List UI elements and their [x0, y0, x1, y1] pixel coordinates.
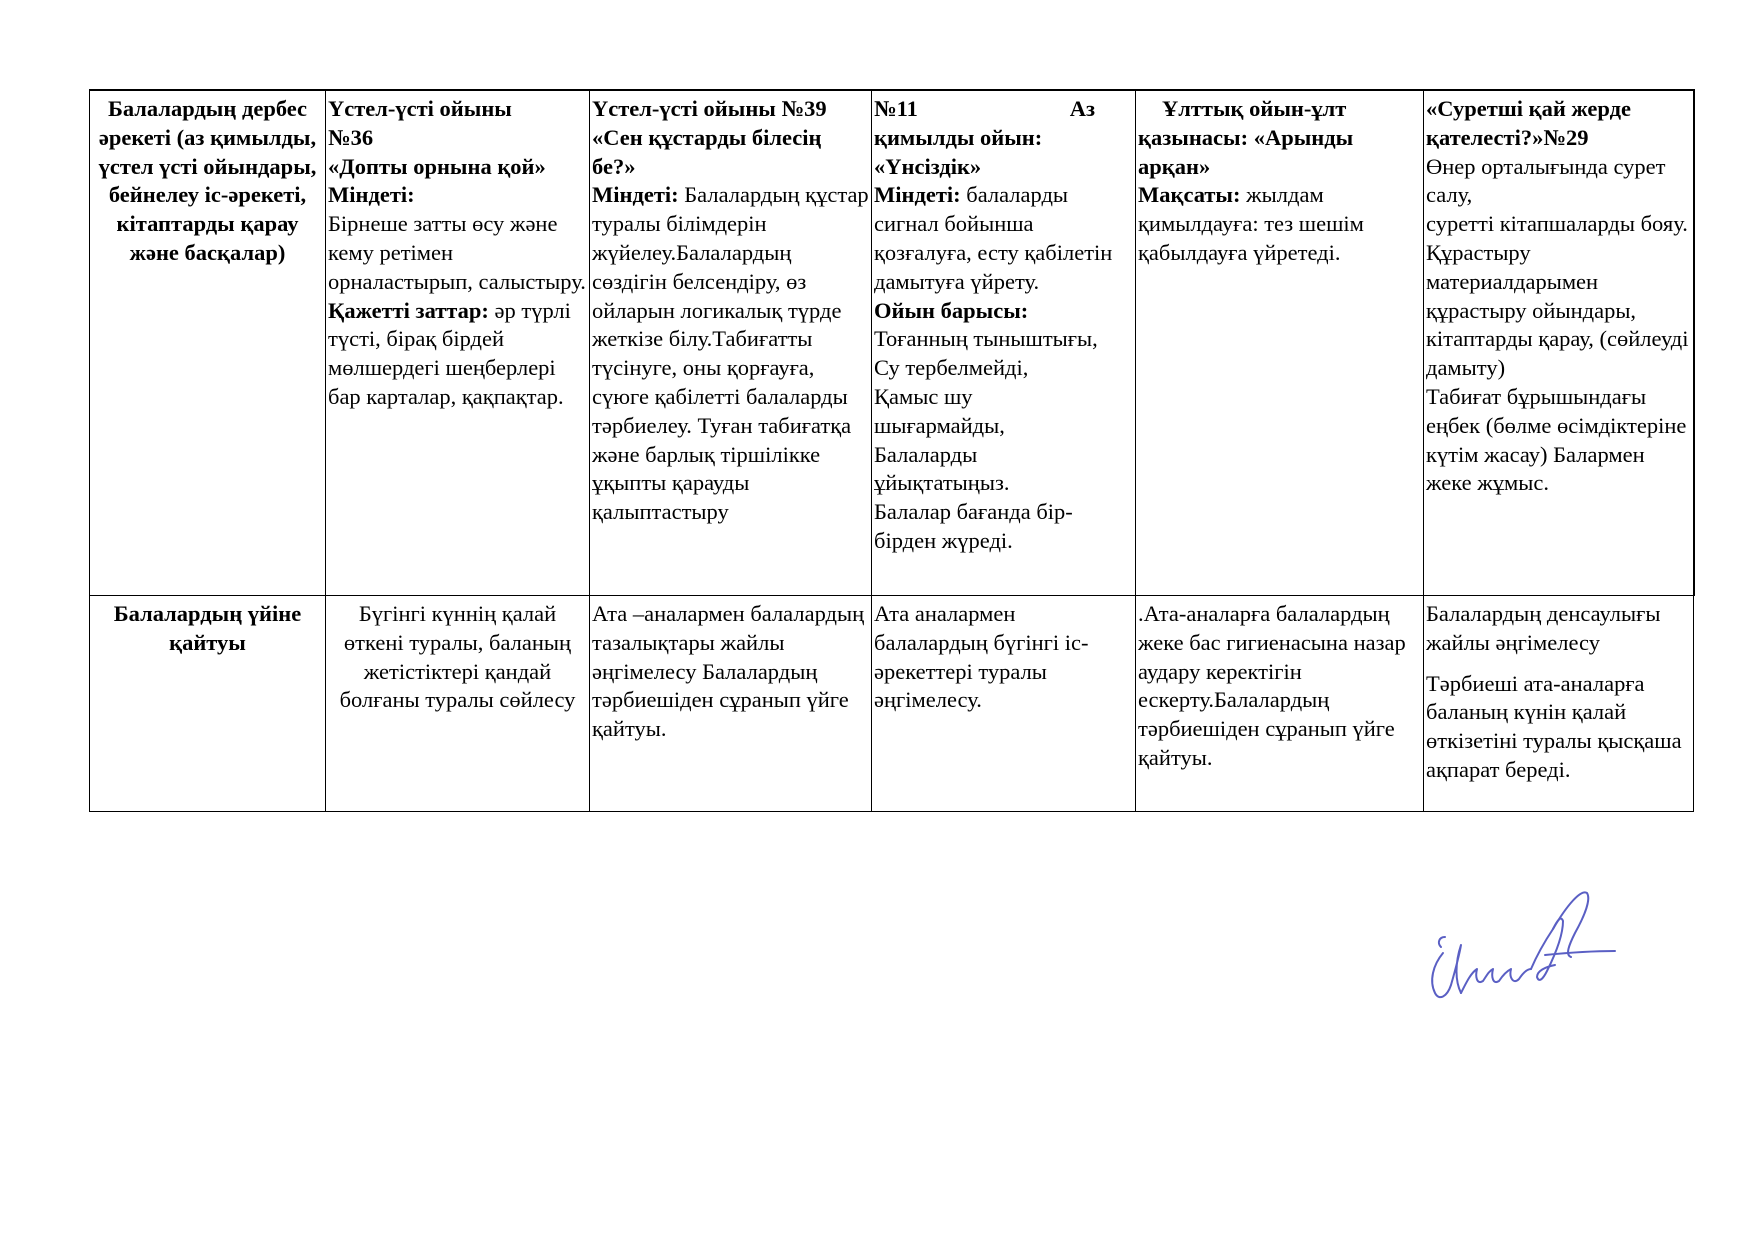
cell-title-number: №36 [328, 124, 374, 150]
cell-text: Тәрбиеші ата-аналарға баланың күнін қалай өткізетіні туралы қысқаша ақпарат береді. [1426, 670, 1682, 782]
materials-label: Қажетті заттар: [328, 297, 489, 323]
cell-national-game [1136, 90, 1424, 596]
schedule-table [89, 89, 1695, 812]
poem-line: Тоғанның тыныштығы, [874, 326, 1098, 352]
cell-going-home-3 [872, 596, 1136, 812]
activity-line: Өнер орталығында сурет салу, [1426, 153, 1666, 208]
cell-title: Үстел-үсті ойыны №39 «Сен құстарды білесің бе?» [592, 96, 827, 179]
cell-title: Үстел-үсті ойыны [328, 96, 512, 121]
cell-going-home-2 [590, 596, 872, 812]
materials-text: әр түрлі түсті, бірақ бірдей мөлшердегі шеңберлері бар карталар, қақпақтар. [328, 297, 571, 409]
cell-title-row [874, 95, 1133, 124]
cell-going-home-1 [326, 596, 590, 812]
task-text: Балалардың құстар туралы білімдерін жүйелеу.Балалардың сөздігін белсендіру, өз ойларын логикалық түрде жеткізе білу.Табиғатты түсінуге, оны қорғауға, сүюге қабілетті балаларды тәрбиелеу. Туған табиғатқа және барлық тіршілікке ұқыпты қарауды қалыптастыру [592, 182, 869, 525]
row-label-text: Балалардың дербес әрекеті (аз қимылды, үстел үсті ойындары, бейнелеу іс-әрекеті, кітаптарды қарау және басқалар) [98, 96, 317, 265]
poem-line: шығармайды, [874, 412, 1005, 438]
cell-game-11 [872, 90, 1136, 596]
cell-text: .Ата-аналарға балалардың жеке бас гигиенасына назар аудару керектігін ескерту.Балалардың тәрбиешіден сұранып үйге қайтуы. [1138, 601, 1406, 770]
cell-title-word: Аз [1069, 96, 1095, 121]
cell-text: Ата –аналармен балалардың тазалықтары жайлы әңгімелесу Балалардың тәрбиешіден сұранып үйге қайтуы. [592, 601, 865, 742]
goal-label: Мақсаты: [1138, 182, 1241, 208]
poem-line: бірден жүреді. [874, 527, 1013, 553]
poem-line: ұйықтатыңыз. [874, 470, 1010, 496]
signature-image [1425, 885, 1620, 1010]
cell-going-home-5 [1424, 596, 1694, 812]
poem-line: Балалар бағанда бір- [874, 499, 1073, 525]
row-label-text: Балалардың үйіне қайтуы [113, 601, 302, 655]
task-label: Міндеті: [592, 182, 679, 208]
cell-game-39 [590, 90, 872, 596]
cell-text: Балалардың денсаулығы жайлы әңгімелесу [1426, 601, 1661, 655]
activity-line: суретті кітапшаларды бояу. [1426, 211, 1688, 237]
table-row [90, 90, 1694, 596]
cell-title: «Суретші қай жерде қателесті?»№29 [1426, 96, 1632, 150]
cell-going-home-4 [1136, 596, 1424, 812]
process-label: Ойын барысы: [874, 297, 1029, 323]
task-text: Бірнеше затты өсу және кему ретімен орналастырып, салыстыру. [328, 211, 586, 294]
task-label: Міндеті: [328, 182, 415, 208]
cell-text: Бүгінгі күннің қалай өткені туралы, баланың жетістіктері қандай болғаны туралы сөйлесу [339, 601, 576, 713]
cell-title: Ұлттық ойын-ұлт қазынасы: «Арынды арқан» [1138, 96, 1354, 179]
row-label-independent-activity [90, 90, 326, 596]
goal-text: жылдам қимылдауға: тез шешім қабылдауға үйретеді. [1138, 182, 1364, 265]
table-row [90, 596, 1694, 812]
poem-line: Қамыс шу [874, 383, 973, 409]
task-label: Міндеті: [874, 182, 961, 208]
poem-line: Балаларды [874, 441, 978, 467]
cell-game-36 [326, 90, 590, 596]
cell-artist-game [1424, 90, 1694, 596]
task-text: балаларды сигнал бойынша қозғалуға, есту қабілетін дамытуға үйрету. [874, 182, 1113, 294]
cell-title-name: «Допты орнына қой» [328, 153, 546, 179]
cell-text: Ата аналармен балалардың бүгінгі іс-әрекеттері туралы әңгімелесу. [874, 601, 1089, 713]
activity-line: Құрастыру материалдарымен құрастыру ойындары, кітаптарды қарау, (сөйлеуді дамыту) [1426, 239, 1689, 381]
activity-line: Табиғат бұрышындағы еңбек (бөлме өсімдіктеріне күтім жасау) Балармен жеке жұмыс. [1426, 383, 1687, 496]
cell-title-number: №11 [874, 96, 918, 121]
row-label-going-home [90, 596, 326, 812]
poem-line: Су тербелмейді, [874, 355, 1029, 381]
cell-title: қимылды ойын: «Үнсіздік» [874, 124, 1043, 179]
